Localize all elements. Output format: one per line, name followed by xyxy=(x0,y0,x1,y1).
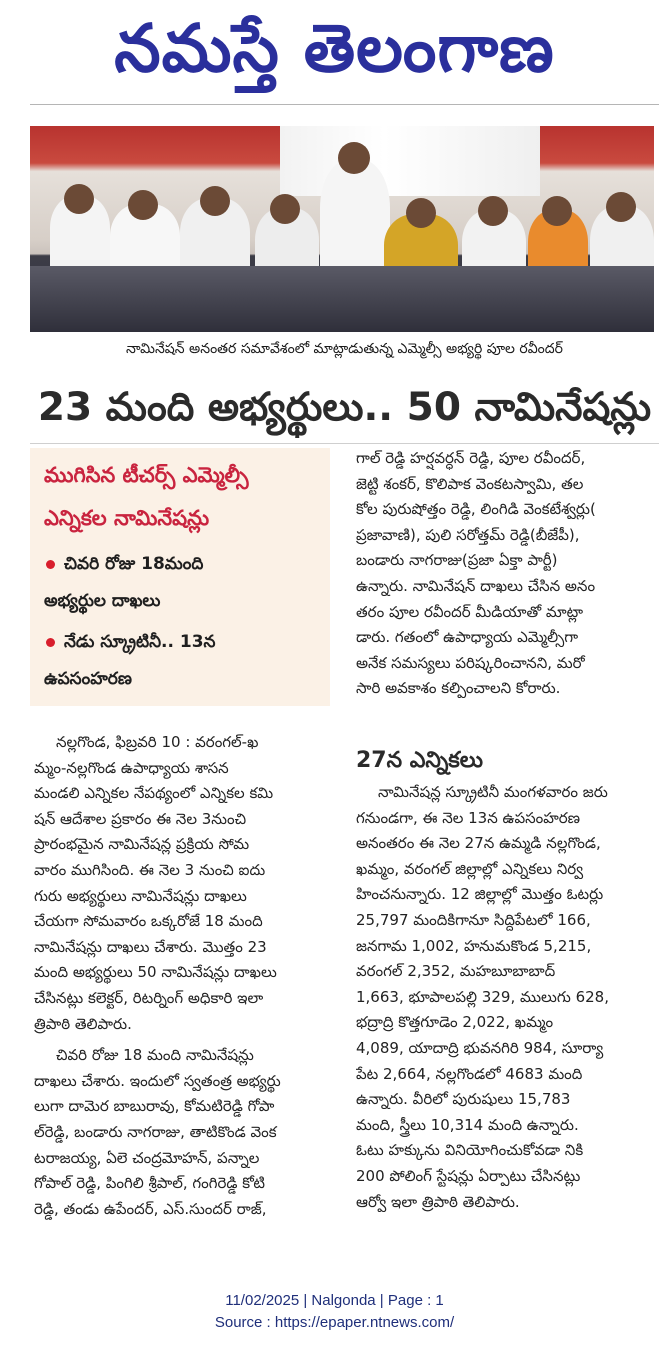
body-line: మంది, స్త్రీలు 10,314 మంది ఉన్నారు. xyxy=(356,1115,579,1134)
highlight-title-line: ముగిసిన టీచర్స్ ఎమ్మెల్సీ xyxy=(44,463,249,487)
body-line: నామినేషన్ల స్క్రూటినీ మంగళవారం జరు xyxy=(378,783,608,801)
body-line: జనగామ 1,002, హనుమకొండ 5,215, xyxy=(356,936,592,955)
headline-divider xyxy=(30,443,659,444)
photo-speaker-head xyxy=(338,142,370,174)
body-line: ప్రారంభమైన నామినేషన్ల ప్రక్రియ సోమ xyxy=(34,835,250,854)
body-line: షన్ ఆదేశాల ప్రకారం ఈ నెల 3నుంచి xyxy=(34,809,247,828)
body-line: మండలి ఎన్నికల నేపథ్యంలో ఎన్నికల కమి xyxy=(34,784,274,803)
photo-banner xyxy=(280,126,540,196)
body-line: ఆర్వో ఇలా త్రిపాఠి తెలిపారు. xyxy=(356,1192,520,1211)
newspaper-title: నమస్తే తెలంగాణ xyxy=(114,10,555,87)
page-footer xyxy=(0,1290,669,1334)
body-line: త్రిపాఠి తెలిపారు. xyxy=(34,1014,132,1033)
footer-source-link[interactable]: Source : https://epaper.ntnews.com/ xyxy=(214,1314,455,1331)
body-line: రెడ్డి, తండు ఉపేందర్, ఎస్.సుందర్ రాజ్, xyxy=(34,1199,267,1218)
highlight-title xyxy=(44,454,324,540)
body-right-column-continued xyxy=(356,780,656,1215)
body-line: పేట 2,664, నల్లగొండలో 4683 మంది xyxy=(356,1064,583,1083)
body-line: చేసినట్లు కలెక్టర్, రిటర్నింగ్ అధికారి ఇలా xyxy=(34,988,264,1007)
body-line: 4,089, యాదాద్రి భువనగిరి 984, సూర్యా xyxy=(356,1038,604,1057)
highlight-title-line: ఎన్నికల నామినేషన్లు xyxy=(44,506,210,530)
body-right-column xyxy=(356,446,656,702)
body-line: కోల పురుషోత్తం రెడ్డి, లింగిడి వెంకటేశ్వర్లు( xyxy=(356,500,596,519)
body-line: చేయగా సోమవారం ఒక్కరోజే 18 మంది xyxy=(34,912,263,931)
photo-person-head xyxy=(64,184,94,214)
body-line: గురు అభ్యర్థులు నామినేషన్లు దాఖలు xyxy=(34,886,247,905)
body-line: అనేక సమస్యలు పరిష్కరించానని, మరో xyxy=(356,653,585,672)
photo-person-head xyxy=(406,198,436,228)
body-paragraph xyxy=(34,730,326,1037)
masthead xyxy=(0,0,669,100)
body-line: ప్రజావాణి), పులి సరోత్తమ్ రెడ్డి(బీజేపీ), xyxy=(356,525,580,544)
bullet-dot-icon xyxy=(46,560,55,569)
body-line: బండారు నాగరాజు(ప్రజా ఏక్తా పార్టీ) xyxy=(356,551,558,570)
body-line: ల్‌రెడ్డి, బండారు నాగరాజు, తాటికొండ వెంక xyxy=(34,1122,277,1141)
body-line: 1,663, భూపాలపల్లి 329, ములుగు 628, xyxy=(356,987,609,1006)
masthead-divider xyxy=(30,104,659,105)
bullet-line: ఉపసంహరణ xyxy=(44,669,132,689)
bullet-dot-icon xyxy=(46,638,55,647)
highlight-bullet xyxy=(44,624,324,698)
bullet-line: అభ్యర్థుల దాఖలు xyxy=(44,591,161,611)
bullet-line: చివరి రోజు 18మంది xyxy=(64,554,204,574)
body-line: మంది అభ్యర్థులు 50 నామినేషన్లు దాఖలు xyxy=(34,963,277,982)
photo-person-head xyxy=(542,196,572,226)
body-line: భద్రాద్రి కొత్తగూడెం 2,022, ఖమ్మం xyxy=(356,1013,554,1032)
highlight-box xyxy=(30,448,330,706)
body-line: చివరి రోజు 18 మంది నామినేషన్లు xyxy=(56,1046,254,1065)
body-line: 200 పోలింగ్ స్టేషన్లు ఏర్పాటు చేసినట్లు xyxy=(356,1166,581,1185)
body-line: డారు. గతంలో ఉపాధ్యాయ ఎమ్మెల్సీగా xyxy=(356,628,579,647)
body-line: గనుండగా, ఈ నెల 13న ఉపసంహరణ xyxy=(356,808,581,827)
photo-speaker xyxy=(320,160,390,280)
photo-person-head xyxy=(606,192,636,222)
body-line: గోపాల్ రెడ్డి, పింగిలి శ్రీపాల్, గంగిరెడ్డి కోటి xyxy=(34,1174,265,1193)
body-line: ఖమ్మం, వరంగల్ జిల్లాల్లో ఎన్నికలు నిర్వ xyxy=(356,859,584,878)
body-line: లుగా దామెర బాబురావు, కోమటిరెడ్డి గోపా xyxy=(34,1097,275,1116)
footer-edition-info: 11/02/2025 | Nalgonda | Page : 1 xyxy=(225,1292,444,1309)
subheading: 27న ఎన్నికలు xyxy=(356,748,484,773)
photo-caption: నామినేషన్ అనంతర సమావేశంలో మాట్లాడుతున్న ఎమ్మెల్సీ అభ్యర్థి పూల రవీందర్ xyxy=(126,341,563,357)
body-line: జెట్టి శంకర్, కొలిపాక వెంకటస్వామి, తల xyxy=(356,474,584,493)
headline: 23 మంది అభ్యర్థులు.. 50 నామినేషన్లు xyxy=(37,385,652,430)
body-paragraph xyxy=(34,1043,326,1222)
body-line: 25,797 మందికిగానూ సిద్దిపేటలో 166, xyxy=(356,910,591,929)
photo-table xyxy=(30,266,654,332)
body-line: గాల్ రెడ్డి హర్షవర్ధన్ రెడ్డి, పూల రవీందర్, xyxy=(356,449,586,467)
body-line: వారం ముగిసింది. ఈ నెల 3 నుంచి ఐదు xyxy=(34,860,266,879)
body-line: మ్మం-నల్లగొండ ఉపాధ్యాయ శాసన xyxy=(34,758,229,777)
body-line: ఓటు హక్కును వినియోగించుకోవడా నికి xyxy=(356,1141,584,1160)
photo-person-head xyxy=(270,194,300,224)
body-line: అనంతరం ఈ నెల 27న ఉమ్మడి నల్లగొండ, xyxy=(356,834,601,853)
body-line: టరాజయ్య, ఏలె చంద్రమోహన్, పన్నాల xyxy=(34,1148,260,1167)
body-line: ఉన్నారు. వీరిలో పురుషులు 15,783 xyxy=(356,1090,571,1109)
news-photo xyxy=(30,126,654,332)
photo-person-head xyxy=(200,186,230,216)
body-line: నల్లగొండ, ఫిబ్రవరి 10 : వరంగల్-ఖ xyxy=(56,733,259,751)
body-line: నామినేషన్లు దాఖలు చేశారు. మొత్తం 23 xyxy=(34,937,267,956)
body-line: దాఖలు చేశారు. ఇందులో స్వతంత్ర అభ్యర్థు xyxy=(34,1071,281,1090)
body-left-column xyxy=(34,730,326,1222)
highlight-bullet xyxy=(44,546,324,620)
photo-person-head xyxy=(478,196,508,226)
body-line: హించనున్నారు. 12 జిల్లాల్లో మొత్తం ఓటర్లు xyxy=(356,885,604,904)
body-line: వరంగల్ 2,352, మహబూబాబాద్ xyxy=(356,962,556,981)
body-line: తరం పూల రవీందర్ మీడియాతో మాట్లా xyxy=(356,602,583,621)
body-line: సారి అవకాశం కల్పించాలని కోరారు. xyxy=(356,679,561,698)
bullet-line: నేడు స్క్రూటినీ.. 13న xyxy=(64,632,216,652)
body-line: ఉన్నారు. నామినేషన్ దాఖలు చేసిన అనం xyxy=(356,576,596,595)
photo-person-head xyxy=(128,190,158,220)
